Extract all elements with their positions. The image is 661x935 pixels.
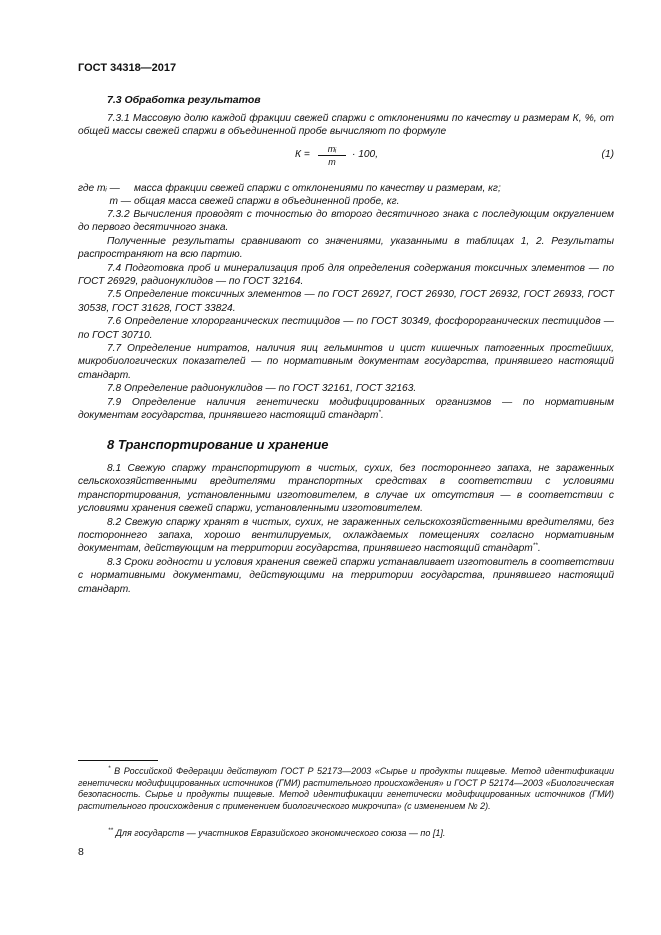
legend-symbol: m — (109, 196, 131, 207)
formula-lhs: К = (295, 149, 310, 160)
formula-number: (1) (601, 149, 614, 160)
paragraph-7-9-text: 7.9 Определение наличия генетически модифицированных организмов — по нормативным документам государства, принявшего настоящий стандарт (78, 396, 614, 422)
section-7-3-title: 7.3 Обработка результатов (107, 94, 261, 106)
footnote-2-mark: ** (108, 827, 114, 834)
page-number: 8 (78, 846, 84, 858)
paragraph-8-2-text: 8.2 Свежую спаржу хранят в чистых, сухих, не зараженных сельскохозяйственными вредителями, без постороннего запаха, хорошо вентилируемых, охлаждаемых помещениях согласно нормативным документам, действующим на территории государства, принявшего настоящий стандарт (78, 516, 614, 555)
paragraph-8-1: 8.1 Свежую спаржу транспортируют в чистых, сухих, без постороннего запаха, не зараженных сельскохозяйственными вредителями транспортных средствах в соответствии с условиями транспортирования, установленными изготовителем, в случае их отсутствия — в соответствии с условиями хранения свежей спаржи, установленными изготовителем. (78, 463, 614, 515)
formula-1 (78, 144, 614, 170)
paragraph-8-2: 8.2 Свежую спаржу хранят в чистых, сухих, не зараженных сельскохозяйственными вредителями, без постороннего запаха, хорошо вентилируемых, охлаждаемых помещениях согласно нормативным документам, действующим на территории государства, принявшего настоящий стандарт**. (78, 516, 614, 555)
section-8-title: 8 Транспортирование и хранение (107, 437, 329, 452)
footnote-2-paragraph (78, 828, 614, 840)
footnote-1 (78, 766, 614, 812)
document-header: ГОСТ 34318—2017 (78, 62, 177, 74)
legend-row (78, 195, 614, 208)
paragraph-7-8: 7.8 Определение радионуклидов — по ГОСТ 32161, ГОСТ 32163. (107, 383, 417, 395)
formula-legend (78, 182, 614, 208)
footnote-1-text: В Российской Федерации действуют ГОСТ Р 52173—2003 «Сырье и продукты пищевые. Метод идентификации генетически модифицированных источников (ГМИ) растительного происхождения» и ГОСТ Р 52174—2003 «Биологическая безопасность. Сырье и продукты пищевые. Метод идентификации генетически модифицированных источников (ГМИ) растительного происхождения с применением биологического микрочипа» (с изменением № 2). (78, 766, 614, 811)
paragraph-7-7: 7.7 Определение нитратов, наличия яиц гельминтов и цист кишечных патогенных простейших, микробиологических показателей — по нормативным документам государства, принявшего настоящий стандарт. (78, 343, 614, 381)
footnote-1-mark: * (108, 765, 111, 772)
footnote-2-text: Для государств — участников Евразийского экономического союза — по [1]. (115, 828, 446, 838)
legend-symbol: где mᵢ — (78, 183, 120, 194)
formula-denominator: m (328, 157, 336, 167)
paragraph-7-5: 7.5 Определение токсичных элементов — по ГОСТ 26927, ГОСТ 26930, ГОСТ 26932, ГОСТ 26933, ГОСТ 30538, ГОСТ 31628, ГОСТ 33824. (78, 289, 614, 314)
formula-rest: · 100, (352, 149, 379, 160)
legend-row (78, 182, 614, 195)
paragraph-7-3-2: 7.3.2 Вычисления проводят с точностью до второго десятичного знака с последующим округлением до первого десятичного знака. (78, 209, 614, 234)
formula-numerator: mᵢ (318, 144, 346, 156)
footnote-divider (78, 760, 158, 761)
paragraph-7-6: 7.6 Определение хлорорганических пестицидов — по ГОСТ 30349, фосфорорганических пестицидов — по ГОСТ 30710. (78, 316, 614, 341)
paragraph-8-3: 8.3 Сроки годности и условия хранения свежей спаржи устанавливает изготовитель в соответствии с нормативными документами, действующими на территории государства, принявшего настоящий стандарт. (78, 556, 614, 595)
formula-fraction (318, 144, 346, 167)
footnote-ref-2: ** (532, 542, 538, 550)
paragraph-7-3-2-b: Полученные результаты сравнивают со значениями, указанными в таблицах 1, 2. Результаты распространяют на всю партию. (78, 235, 614, 261)
footnote-1-paragraph (78, 766, 614, 812)
section-8-body (78, 462, 614, 596)
footnote-2 (78, 828, 614, 840)
paragraph-7-9: 7.9 Определение наличия генетически модифицированных организмов — по нормативным документам государства, принявшего настоящий стандарт*. (78, 396, 614, 422)
section-7-body (78, 208, 614, 423)
legend-text: общая масса свежей спаржи в объединенной пробе, кг. (134, 196, 400, 207)
footnote-ref-1: * (378, 409, 381, 417)
paragraph-7-4: 7.4 Подготовка проб и минерализация проб для определения содержания токсичных элементов — по ГОСТ 26929, радионуклидов — по ГОСТ 32164. (78, 262, 614, 288)
legend-text: масса фракции свежей спаржи с отклонениями по качеству и размерам, кг; (134, 183, 501, 194)
section-7-3-1 (78, 112, 614, 139)
paragraph-7-3-1: 7.3.1 Массовую долю каждой фракции свежей спаржи с отклонениями по качеству и размерам К, %, от общей массы свежей спаржи в объединенной пробе вычисляют по формуле (78, 113, 614, 138)
